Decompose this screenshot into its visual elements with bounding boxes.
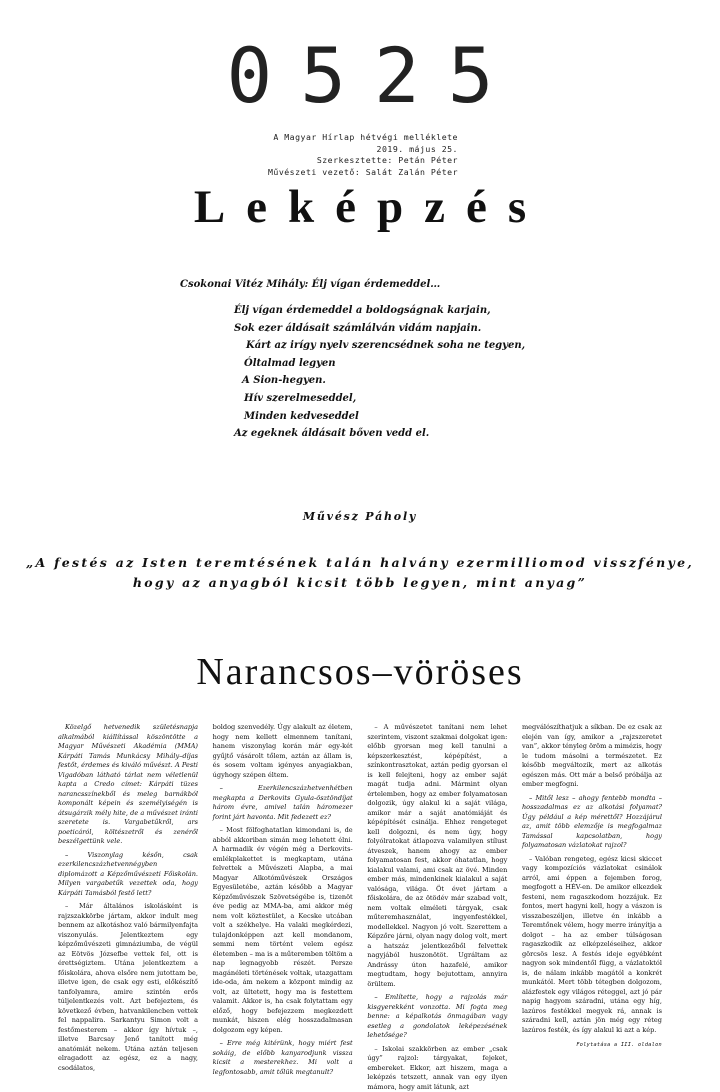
column-name: Művész Páholy [0,510,720,523]
poem-heading: Csokonai Vitéz Mihály: Élj vígan érdemeddel… [180,279,440,290]
article-paragraph: – Említette, hogy a rajzolás már kisgyerekként vonzotta. Mi fogta meg benne: a képalkotás önmagában vagy esetleg a gondolatok leképezésének lehetősége? [367,993,507,1041]
poem-line: Élj vígan érdemeddel a boldogságnak karjain, [234,302,534,320]
issue-number: 0525 [0,38,720,114]
masthead-line: 2019. május 25. [240,144,458,156]
article-paragraph: – Már általános iskolásként is rajzszakkörbe jártam, akkor indult meg bennem az alkotáshoz való bármilyenfajta viszonyulás. Jelentkeztem egy képzőművészeti gimnáziumba, de végül az Eötvös Józsefbe vettek fel, ott is érettségiztem. Utána jelentkeztem a főiskolára, ahova elsőre nem jutottam be, illetve igen, de csak egy esti, előkészítő tanfolyamra, amire szintén erős túljelentkezés volt. Azt befejeztem, és következő évben, hatvankilencben vettek fel nappalira. Sarkantyu Simon volt a festőmesterem – akkor így hívtuk –, illetve Barcsay Jenő tanított még anatómiát nekem. Utána aztán teljesen elragadott az egész, ez a nagy, csodálatos, [58,902,198,1073]
article-column-3 [367,723,507,1053]
poem-line: Hív szerelmeseddel, [234,390,534,408]
poem-line: Óltalmad legyen [234,355,534,373]
poem [234,302,534,443]
article-body [58,723,662,1053]
poem-line: Kárt az irígy nyelv szerencsédnek soha ne tegyen, [234,337,534,355]
article-paragraph: boldog szenvedély. Úgy alakult az életem, hogy nem kellett elmennem tanítani, hanem viszonylag korán már egy-két gyűjtő vásárolt tőlem, aztán az állam is, és sosem voltam igényes anyagiakban, úgyhogy szépen éltem. [213,723,353,780]
poem-line: Az egeknek áldásait bőven vedd el. [234,425,534,443]
article-paragraph: – Erre még kitérünk, hogy miért fest sokáig, de előbb kanyarodjunk vissza kicsit a mesterekhez. Mi volt a legfontosabb, amit tőlük megtanult? [213,1039,353,1077]
pull-quote [0,553,720,593]
article-paragraph: Közelgő hetvenedik születésnapja alkalmából kiállítással köszöntötte a Magyar Művészeti Akadémia (MMA) Kárpáti Tamás Munkácsy Mihály–díjas festőt, érdemes és kiváló művészt. A Pesti Vigadóban látható tárlat nem véletlenül kapta a Credo címet: Kárpáti tüzes narancsszínekből és meleg barnákból komponált képein és személyiségén is átsugárzik mély hite, de a művészet iránti szeretete is. Vargabetűkről, ars poeticáról, költészetről és zenéről beszélgettünk vele. [58,723,198,847]
article-paragraph: – Iskolai szakkörben az ember „csak úgy” rajzol: tárgyakat, fejeket, embereket. Ekkor, azt hiszem, maga a leképzés tetszett, annak van egy ilyen mámora, hogy amit látunk, azt [367,1045,507,1092]
article-title: Narancsos–vöröses [0,652,720,694]
section-title: Leképzés [0,182,720,234]
article-paragraph: – Valóban rengeteg, egész kicsi skiccet vagy kompozíciós vázlatokat csinálok arról, ami éppen a fejemben forog, megfogott a HÉV-en. De amikor elkezdek festeni, nem ragaszkodom hozzájuk. Ez fontos, mert hagyni kell, hogy a vászon is visszabeszéljen, illetve én inkább a Teremtőnek vélem, hogy merre irányítja a dolgot – ha az ember túlságosan ragaszkodik az elképzeléseihez, akkor görcsös lesz. A festés ideje egyébként nagyon sok mindentől függ, a vázlatoktól is, de nálam inkább magától a konkrét munkától. Mert több tétegben dolgozom, alázfestek egy világos réteggel, azt jó pár napig hagyom száradni, utána egy híg, lazúros festékkel megyek rá, annak is száradni kell, aztán jön még egy réteg lazúros festék, és így alakul ki azt a kép. [522,855,662,1036]
poem-line: A Sion-hegyen. [234,372,534,390]
article-column-1 [58,723,198,1053]
masthead-line: A Magyar Hírlap hétvégi melléklete [240,132,458,144]
poem-line: Minden kedveseddel [234,408,534,426]
poem-line: Sok ezer áldásait számlálván vidám napjain. [234,320,534,338]
article-paragraph: – Viszonylag későn, csak ezerkilencszázhetvennégyben diplomázott a Képzőművészeti Főiskolán. Milyen vargabetűk vezettek oda, hogy Kárpáti Tamásból festő lett? [58,851,198,899]
quote-line: hogy az anyagból kicsit több legyen, mint anyag” [0,573,720,593]
article-paragraph: – Most fölfoghatatlan kimondani is, de abból akkoriban simán meg lehetett élni. A harmadik év végén még a Derkovits-emlékplakettet is megkaptam, utána felvettek a Művészeti Alapba, a mai Magyar Alkotóművészek Országos Egyesületébe, aztán később a Magyar Képzőművészek Szövetségébe is, tizenöt éve pedig az MMA-ba, ami akkor még nem volt köztestület, a Kecske utcában volt a székhelye. Ha valaki megkérdezi, tulajdonképpen azt kell mondanom, semmi nem történt velem egész életemben – ma is a műteremben töltöm a nap legnagyobb részét. Persze magánéleti történések voltak, utazgattam ide-oda, ám nekem a központ mindig az volt, az ültetett, hogy ma is festettem valamit. Akkor is, ha csak folytattam egy előző, hogy befejezzem megkezdett munkát, hiszen elég hosszadalmasan dolgozom egy képen. [213,826,353,1035]
masthead-line: Művészeti vezető: Salát Zalán Péter [240,167,458,179]
article-column-2 [213,723,353,1053]
article-paragraph: – A művészetet tanítani nem lehet szerintem, viszont szakmai dolgokat igen: előbb gyorsan meg kell tanulni a képszerkesztést, képépítést, a színkontrasztokat, aztán pedig gyorsan el is kell felejteni, hogy az ember saját magát tudja adni. Mármint olyan értelemben, hogy az ember folyamatosan dolgozik, úgy alakul ki a saját világa, amikor már a saját anatómiáját és képépítését csinálja. Ehhez rengeteget kell dolgozni, és nem úgy, hogy folyólratokat átlapozva valamilyen stílust átveszek, hanem ahogy az ember folyamatosan fest, akkor óhatatlan, hogy kialakul valami, ami csak az övé. Minden ember más, mindenkinek kialakul a saját valósága, világa. Öt évet jártam a főiskolára, de az ötödév már szabad volt, nem voltak elméleti tárgyak, csak műteremhasználat, ingyenfestékkel, modellekkel. Nagyon jó volt. Szerettem a Képzőre járni, olyan nagy dolog volt, mert a hatszáz jelentkezőből felvettek nagyjából huszonötöt. Ugráltam az Andrássy úton hazafelé, amikor megtudtam, hogy bejutottam, annyira örültem. [367,723,507,989]
article-paragraph: – Ezerkilencszázhetvenhétben megkapta a Derkovits Gyula-ösztöndíjat három évre, amivel talán háromezer forint járt havonta. Mit fedezett ez? [213,784,353,822]
article-paragraph: megválószíthatjuk a síkban. De ez csak az elején van így, amikor a „rajzszeretet van”, akkor tényleg öröm a mimézis, hogy le tudom másolni a természetet. Ez később megváltozik, mert az alkotás egészen más. Ott már a belső próbálja az ember megfogni. [522,723,662,790]
article-column-4 [522,723,662,1053]
article-paragraph: – Mitől lesz – ahogy fentebb mondta – hosszadalmas ez az alkotási folyamat? Úgy például a kép mérettől? Hozzájárul az, amit több elemzője is megfogalmaz Tamással kapcsolatban, hogy folyamatosan vázlatokat rajzol? [522,794,662,851]
masthead-line: Szerkesztette: Petán Péter [240,155,458,167]
quote-line: „A festés az Isten teremtésének talán halvány ezermilliomod visszfénye, [0,553,720,573]
masthead-info [240,132,458,178]
continued-note: Folytatása a III. oldalon [522,1041,662,1051]
